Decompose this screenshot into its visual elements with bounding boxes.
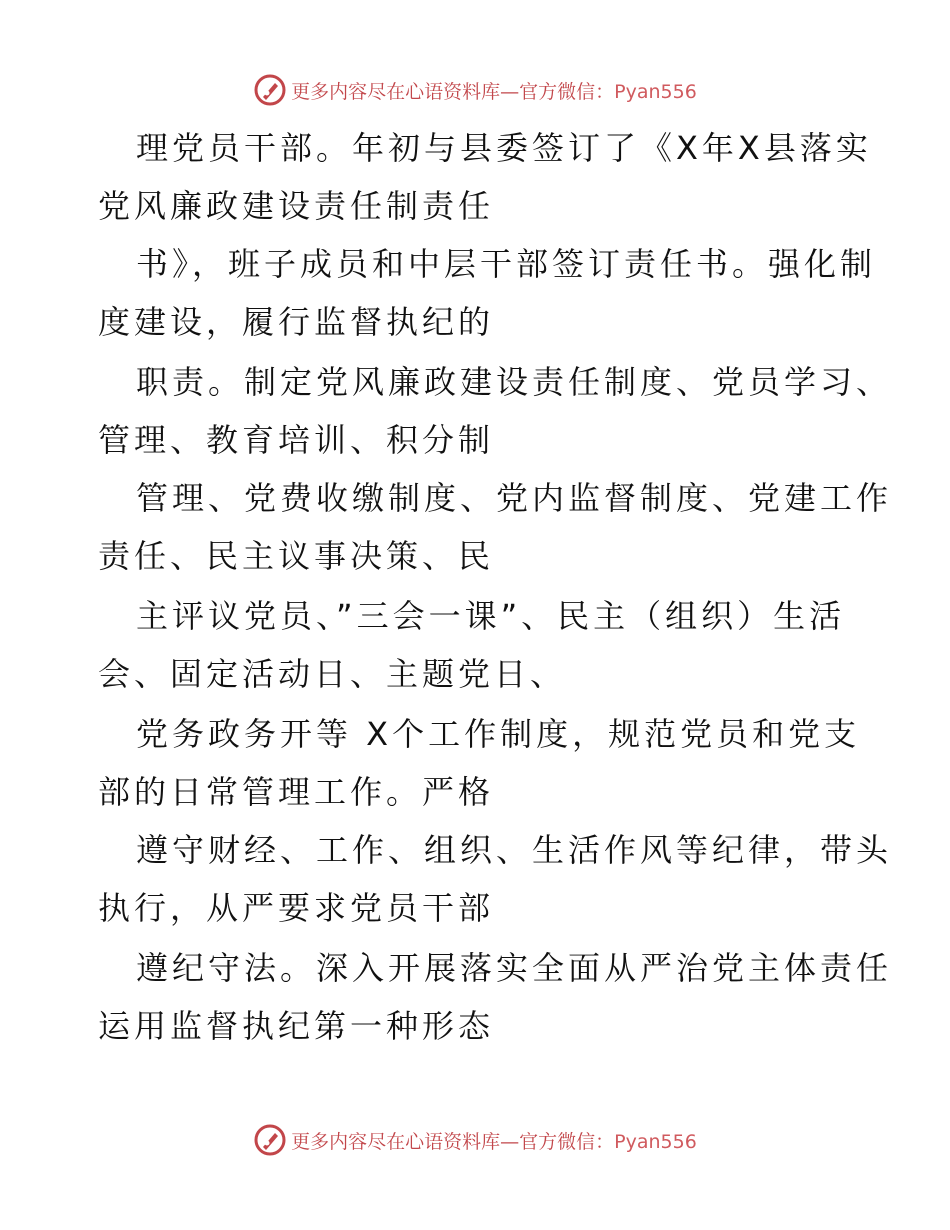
text-line: 运用监督执纪第一种形态: [98, 1007, 495, 1045]
watermark-text: [291, 1127, 697, 1154]
watermark-text-cn: 更多内容尽在心语资料库—官方微信：: [291, 1130, 615, 1153]
text-line: 理党员干部。年初与县委签订了《X年X县落实: [136, 129, 872, 167]
watermark-text-en: Pyan556: [614, 80, 697, 103]
text-line: 管理、教育培训、积分制: [98, 421, 495, 459]
watermark-text: [291, 77, 697, 104]
header-watermark: [0, 70, 950, 110]
text-line: 职责。制定党风廉政建设责任制度、党员学习、: [136, 363, 893, 401]
pen-nib-seal-icon: [253, 1123, 287, 1157]
text-line: 会、固定活动日、主题党日、: [98, 655, 567, 693]
watermark-text-en: Pyan556: [614, 1130, 697, 1153]
text-line: 党风廉政建设责任制责任: [98, 187, 495, 225]
footer-watermark: [0, 1120, 950, 1160]
text-line: 执行，从严要求党员干部: [98, 889, 495, 927]
text-line: 党务政务开等 X个工作制度，规范党员和党支: [136, 715, 861, 753]
text-line: 遵纪守法。深入开展落实全面从严治党主体责任: [136, 949, 893, 987]
text-line: 部的日常管理工作。严格: [98, 773, 495, 811]
text-line: 度建设，履行监督执纪的: [98, 303, 495, 341]
text-line: 遵守财经、工作、组织、生活作风等纪律，带头: [136, 831, 893, 869]
text-line: 管理、党费收缴制度、党内监督制度、党建工作: [136, 479, 893, 517]
pen-nib-seal-icon: [253, 73, 287, 107]
text-line: 责任、民主议事决策、民: [98, 537, 495, 575]
text-line: 主评议党员、”三会一课”、民主（组织）生活: [136, 597, 846, 635]
watermark-text-cn: 更多内容尽在心语资料库—官方微信：: [291, 80, 615, 103]
text-line: 书》，班子成员和中层干部签订责任书。强化制: [136, 245, 877, 283]
